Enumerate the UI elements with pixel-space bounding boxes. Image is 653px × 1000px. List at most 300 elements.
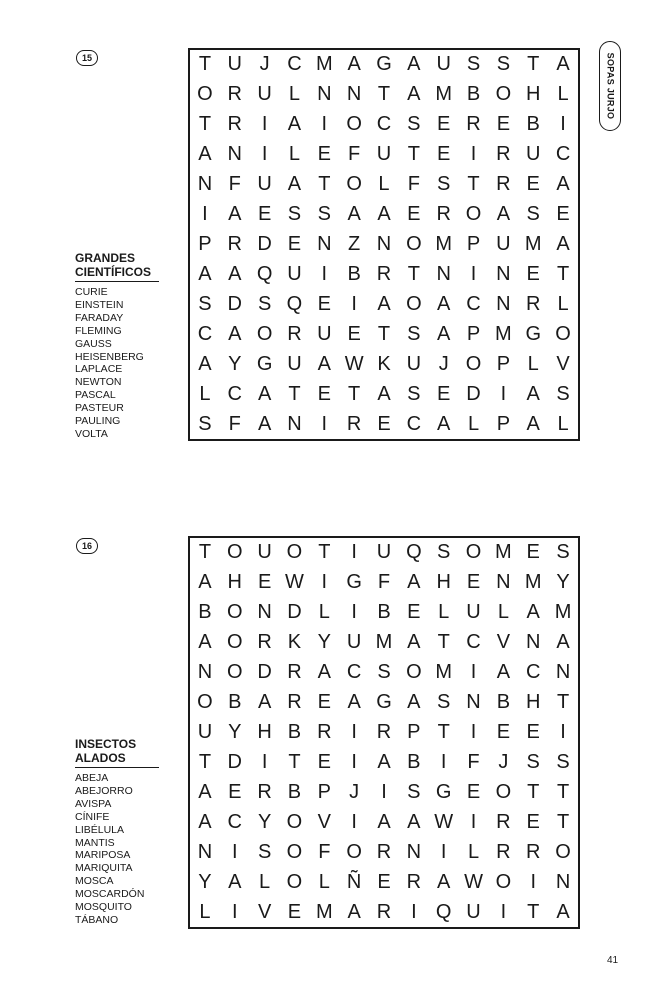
grid-letter: L <box>557 292 569 315</box>
grid-letter: A <box>377 382 391 405</box>
grid-letter: F <box>228 173 241 196</box>
grid-letter: A <box>437 870 451 893</box>
theme-title-line: INSECTOS <box>75 737 137 751</box>
grid-letter: S <box>556 541 570 564</box>
grid-letter: O <box>226 601 243 624</box>
grid-letter: I <box>321 412 328 435</box>
grid-letter: C <box>287 53 302 76</box>
grid-letter: E <box>377 870 391 893</box>
word-list-item: TÁBANO <box>75 913 119 926</box>
puzzle-number: 16 <box>81 541 92 551</box>
grid-letter: R <box>376 900 392 923</box>
grid-letter: T <box>556 262 570 285</box>
grid-letter: I <box>470 720 477 743</box>
grid-letter: I <box>500 900 507 923</box>
grid-letter: A <box>407 810 421 833</box>
grid-letter: T <box>556 780 570 803</box>
grid-letter: D <box>466 382 481 405</box>
grid-letter: R <box>346 412 362 435</box>
grid-letter: E <box>407 601 421 624</box>
grid-letter: O <box>406 232 422 255</box>
grid-letter: T <box>377 83 391 106</box>
grid-letter: T <box>198 750 212 773</box>
grid-letter: A <box>377 292 391 315</box>
grid-letter: H <box>525 691 541 714</box>
grid-letter: M <box>315 900 333 923</box>
grid-letter: M <box>375 631 393 654</box>
word-list-item: LIBÉLULA <box>75 823 125 836</box>
grid-letter: Y <box>317 631 331 654</box>
grid-letter: I <box>351 601 357 624</box>
grid-letter: A <box>198 262 212 285</box>
grid-letter: O <box>346 840 362 863</box>
grid-letter: H <box>436 571 451 594</box>
grid-letter: O <box>256 322 273 345</box>
grid-letter: A <box>526 601 540 624</box>
grid-letter: T <box>407 143 420 166</box>
word-list-item: PASTEUR <box>75 402 124 415</box>
grid-letter: E <box>526 173 540 196</box>
grid-letter: A <box>198 631 212 654</box>
theme-title-line: CIENTÍFICOS <box>75 265 152 279</box>
grid-letter: C <box>406 412 422 435</box>
grid-letter: T <box>318 173 331 196</box>
grid-letter: Z <box>348 232 361 255</box>
grid-letter: T <box>348 382 361 405</box>
word-list-item: MOSQUITO <box>75 901 132 914</box>
grid-letter: A <box>287 113 302 136</box>
grid-letter: A <box>198 143 212 166</box>
theme-title <box>75 251 159 279</box>
theme-divider <box>75 281 159 282</box>
grid-letter: E <box>526 810 540 833</box>
grid-letter: A <box>198 780 212 803</box>
grid-letter: Q <box>286 292 303 315</box>
grid-letter: E <box>317 382 331 405</box>
grid-letter: L <box>199 382 211 405</box>
grid-letter: I <box>231 840 238 863</box>
grid-letter: B <box>407 750 421 773</box>
grid-letter: Y <box>198 870 212 893</box>
word-list-item: CURIE <box>75 286 108 298</box>
grid-letter: S <box>257 840 272 863</box>
word-list-item: CÍNIFE <box>75 810 110 823</box>
grid-letter: A <box>347 203 361 226</box>
grid-letter: Y <box>556 571 570 594</box>
grid-letter: S <box>407 113 421 136</box>
grid-letter: H <box>525 83 541 106</box>
grid-letter: O <box>406 661 422 684</box>
grid-letter: U <box>376 541 392 564</box>
grid-letter: A <box>317 352 331 375</box>
grid-letter: A <box>556 53 570 76</box>
grid-letter: A <box>556 173 570 196</box>
word-list-item: MOSCARDÓN <box>75 888 145 901</box>
grid-letter: V <box>556 352 570 375</box>
grid-letter: N <box>317 83 332 106</box>
word-list-item: GAUSS <box>75 337 112 350</box>
grid-letter: E <box>437 143 451 166</box>
grid-letter: Q <box>406 541 422 564</box>
grid-letter: L <box>288 143 301 166</box>
grid-letter: A <box>437 322 451 345</box>
grid-letter: E <box>347 322 361 345</box>
grid-letter: L <box>259 870 271 893</box>
grid-letter: E <box>437 113 451 136</box>
grid-letter: I <box>560 113 566 136</box>
grid-letter: I <box>351 292 357 315</box>
grid-letter: T <box>556 691 570 714</box>
grid-letter: A <box>377 810 391 833</box>
grid-letter: U <box>227 53 242 76</box>
grid-letter: V <box>496 631 511 654</box>
grid-letter: S <box>526 203 540 226</box>
grid-letter: G <box>435 780 452 803</box>
grid-letter: A <box>198 352 212 375</box>
grid-letter: O <box>286 840 303 863</box>
puzzle-number: 15 <box>81 53 92 63</box>
grid-letter: W <box>434 810 454 833</box>
grid-letter: I <box>560 720 566 743</box>
grid-letter: I <box>321 262 328 285</box>
grid-letter: R <box>317 720 332 743</box>
grid-letter: A <box>228 203 242 226</box>
grid-letter: L <box>467 412 480 435</box>
grid-letter: N <box>257 601 272 624</box>
grid-letter: S <box>526 750 540 773</box>
grid-letter: E <box>317 143 331 166</box>
grid-letter: A <box>198 810 212 833</box>
grid-letter: N <box>197 661 213 684</box>
grid-letter: O <box>226 631 243 654</box>
grid-letter: U <box>346 631 362 654</box>
grid-letter: I <box>530 870 536 893</box>
word-list-panel <box>75 251 159 441</box>
grid-letter: F <box>348 143 361 166</box>
grid-letter: E <box>287 900 302 923</box>
grid-letter: A <box>407 631 421 654</box>
grid-letter: T <box>437 631 450 654</box>
grid-letter: I <box>261 750 268 773</box>
grid-letter: I <box>261 113 268 136</box>
word-list-item: VOLTA <box>75 427 108 440</box>
grid-letter: G <box>376 691 392 714</box>
grid-letter: L <box>288 83 301 106</box>
grid-letter: E <box>407 203 421 226</box>
grid-letter: S <box>407 322 421 345</box>
grid-letter: R <box>257 631 272 654</box>
grid-letter: T <box>318 541 331 564</box>
grid-letter: L <box>557 83 569 106</box>
grid-letter: O <box>286 541 303 564</box>
grid-letter: N <box>287 412 302 435</box>
grid-letter: N <box>525 631 541 654</box>
grid-letter: R <box>376 262 392 285</box>
grid-letter: A <box>347 691 361 714</box>
grid-letter: A <box>198 571 212 594</box>
grid-letter: R <box>287 691 302 714</box>
grid-letter: J <box>498 750 509 773</box>
grid-letter: E <box>526 541 540 564</box>
grid-letter: B <box>466 83 481 106</box>
grid-letter: N <box>197 840 213 863</box>
grid-letter: T <box>198 53 212 76</box>
grid-letter: I <box>351 810 357 833</box>
grid-letter: O <box>495 83 512 106</box>
grid-letter: E <box>466 780 481 803</box>
grid-letter: T <box>288 750 301 773</box>
grid-letter: C <box>466 292 481 315</box>
grid-letter: C <box>466 631 481 654</box>
grid-letter: U <box>466 900 481 923</box>
grid-letter: O <box>555 840 571 863</box>
word-search-grid <box>188 536 580 929</box>
grid-letter: A <box>407 83 421 106</box>
grid-letter: N <box>555 661 571 684</box>
grid-letter: N <box>406 840 422 863</box>
grid-letter: O <box>465 541 482 564</box>
word-list-item: MARIQUITA <box>75 862 133 875</box>
grid-letter: C <box>525 661 541 684</box>
grid-letter: N <box>466 691 481 714</box>
grid-letter: O <box>465 352 482 375</box>
grid-letter: N <box>555 870 571 893</box>
grid-letter: A <box>556 900 570 923</box>
grid-letter: O <box>197 691 213 714</box>
book-section-label: SOPAS JURJO <box>605 52 615 120</box>
grid-letter: S <box>287 203 302 226</box>
grid-letter: I <box>440 750 447 773</box>
grid-letter: A <box>526 382 540 405</box>
grid-letter: U <box>406 352 422 375</box>
grid-letter: P <box>496 412 511 435</box>
word-list <box>75 286 159 441</box>
grid-letter: O <box>555 322 571 345</box>
grid-letter: D <box>227 750 242 773</box>
word-list-item: ABEJORRO <box>75 784 133 797</box>
grid-letter: N <box>496 262 511 285</box>
word-list-item: NEWTON <box>75 376 122 389</box>
grid-letter: P <box>466 322 481 345</box>
word-list-item: PASCAL <box>75 389 116 402</box>
grid-letter: R <box>496 840 511 863</box>
word-list-panel <box>75 737 159 927</box>
grid-letter: F <box>407 173 420 196</box>
grid-letter: G <box>376 53 392 76</box>
grid-letter: E <box>496 113 511 136</box>
word-list-item: FARADAY <box>75 311 124 324</box>
grid-letter: E <box>317 750 331 773</box>
grid-letter: T <box>288 382 301 405</box>
grid-letter: U <box>257 173 272 196</box>
grid-letter: A <box>407 571 421 594</box>
grid-letter: A <box>228 322 242 345</box>
grid-letter: I <box>500 382 507 405</box>
grid-letter: U <box>525 143 541 166</box>
grid-letter: U <box>257 83 272 106</box>
word-list-item: EINSTEIN <box>75 298 124 311</box>
grid-letter: U <box>287 262 302 285</box>
grid-letter: D <box>257 232 272 255</box>
word-list-item: MOSCA <box>75 875 114 888</box>
grid-letter: N <box>496 571 511 594</box>
grid-letter: A <box>377 750 391 773</box>
grid-letter: E <box>317 691 331 714</box>
grid-letter: N <box>436 262 451 285</box>
grid-letter: I <box>321 113 328 136</box>
grid-letter: C <box>227 810 242 833</box>
grid-letter: P <box>317 780 331 803</box>
grid-letter: A <box>496 661 511 684</box>
grid-letter: Q <box>256 262 273 285</box>
grid-letter: T <box>407 262 420 285</box>
grid-letter: S <box>437 691 451 714</box>
grid-letter: I <box>321 571 328 594</box>
grid-letter: C <box>197 322 213 345</box>
grid-letter: F <box>228 412 241 435</box>
word-search-grid <box>188 48 580 441</box>
grid-letter: O <box>286 870 303 893</box>
grid-letter: D <box>287 601 302 624</box>
grid-letter: E <box>287 232 302 255</box>
grid-letter: L <box>318 601 330 624</box>
grid-letter: F <box>467 750 480 773</box>
grid-letter: I <box>381 780 387 803</box>
word-list-item: HEISENBERG <box>75 350 144 363</box>
grid-letter: S <box>198 412 212 435</box>
grid-letter: C <box>376 113 392 136</box>
theme-title <box>75 737 159 765</box>
grid-letter: U <box>287 352 302 375</box>
grid-letter: A <box>257 691 272 714</box>
grid-letter: A <box>437 412 451 435</box>
grid-letter: R <box>376 840 392 863</box>
grid-letter: L <box>557 412 569 435</box>
grid-letter: D <box>257 661 272 684</box>
grid-letter: D <box>227 292 242 315</box>
grid-letter: Y <box>257 810 272 833</box>
grid-letter: I <box>261 143 268 166</box>
grid-letter: O <box>495 780 512 803</box>
grid-letter: S <box>407 780 421 803</box>
grid-letter: U <box>466 601 481 624</box>
grid-letter: E <box>526 262 540 285</box>
grid-letter: E <box>377 412 391 435</box>
theme-divider <box>75 767 159 768</box>
grid-letter: T <box>437 720 450 743</box>
grid-letter: F <box>318 840 331 863</box>
grid-letter: B <box>287 720 302 743</box>
grid-letter: W <box>344 352 364 375</box>
grid-letter: O <box>465 203 482 226</box>
grid-letter: B <box>496 691 511 714</box>
grid-letter: L <box>378 173 390 196</box>
grid-letter: B <box>228 691 242 714</box>
grid-letter: I <box>470 262 477 285</box>
grid-letter: L <box>467 840 480 863</box>
grid-letter: O <box>197 83 213 106</box>
grid-letter: M <box>524 571 542 594</box>
grid-letter: B <box>347 262 361 285</box>
grid-letter: C <box>227 382 242 405</box>
word-list <box>75 772 159 927</box>
grid-letter: U <box>376 143 392 166</box>
grid-letter: O <box>406 292 422 315</box>
grid-letter: P <box>198 232 212 255</box>
grid-letter: M <box>435 83 453 106</box>
grid-letter: E <box>526 720 540 743</box>
grid-letter: A <box>556 232 570 255</box>
grid-letter: M <box>315 53 333 76</box>
grid-letter: A <box>377 203 391 226</box>
grid-letter: R <box>287 322 302 345</box>
grid-letter: I <box>351 541 357 564</box>
grid-letter: T <box>198 541 212 564</box>
grid-letter: Y <box>228 720 242 743</box>
grid-letter: R <box>525 840 541 863</box>
grid-letter: E <box>257 203 272 226</box>
grid-letter: R <box>406 870 422 893</box>
grid-letter: W <box>285 571 304 594</box>
grid-letter: L <box>527 352 539 375</box>
word-list-item: ABEJA <box>75 772 109 784</box>
grid-letter: O <box>346 173 362 196</box>
grid-letter: M <box>554 601 572 624</box>
grid-letter: I <box>470 661 477 684</box>
grid-letter: U <box>436 53 451 76</box>
grid-letter: U <box>197 720 213 743</box>
grid-letter: A <box>407 691 421 714</box>
grid-letter: K <box>377 352 391 375</box>
theme-title-line: GRANDES <box>75 251 136 265</box>
grid-letter: E <box>228 780 242 803</box>
grid-letter: G <box>525 322 541 345</box>
grid-letter: A <box>287 173 302 196</box>
grid-letter: I <box>470 810 477 833</box>
grid-letter: P <box>496 352 511 375</box>
grid-letter: S <box>437 541 451 564</box>
grid-letter: I <box>231 900 238 923</box>
grid-letter: P <box>466 232 481 255</box>
grid-letter: T <box>198 113 212 136</box>
grid-letter: O <box>226 541 243 564</box>
grid-letter: U <box>257 541 272 564</box>
grid-letter: R <box>227 113 242 136</box>
book-section-tab <box>599 41 621 131</box>
grid-letter: B <box>198 601 212 624</box>
grid-letter: F <box>377 571 391 594</box>
grid-letter: P <box>407 720 421 743</box>
grid-letter: S <box>556 750 570 773</box>
grid-letter: Q <box>435 900 452 923</box>
grid-letter: B <box>377 601 391 624</box>
grid-letter: J <box>259 53 270 76</box>
grid-letter: N <box>227 143 242 166</box>
grid-letter: A <box>257 382 272 405</box>
grid-letter: H <box>227 571 242 594</box>
grid-letter: L <box>199 900 211 923</box>
grid-letter: S <box>437 173 451 196</box>
grid-letter: T <box>467 173 480 196</box>
grid-letter: A <box>228 262 242 285</box>
grid-letter: R <box>287 661 302 684</box>
grid-letter: B <box>526 113 540 136</box>
grid-letter: L <box>497 601 509 624</box>
grid-letter: A <box>526 412 540 435</box>
grid-letter: A <box>437 292 451 315</box>
grid-letter: E <box>496 720 511 743</box>
grid-letter: L <box>438 601 450 624</box>
